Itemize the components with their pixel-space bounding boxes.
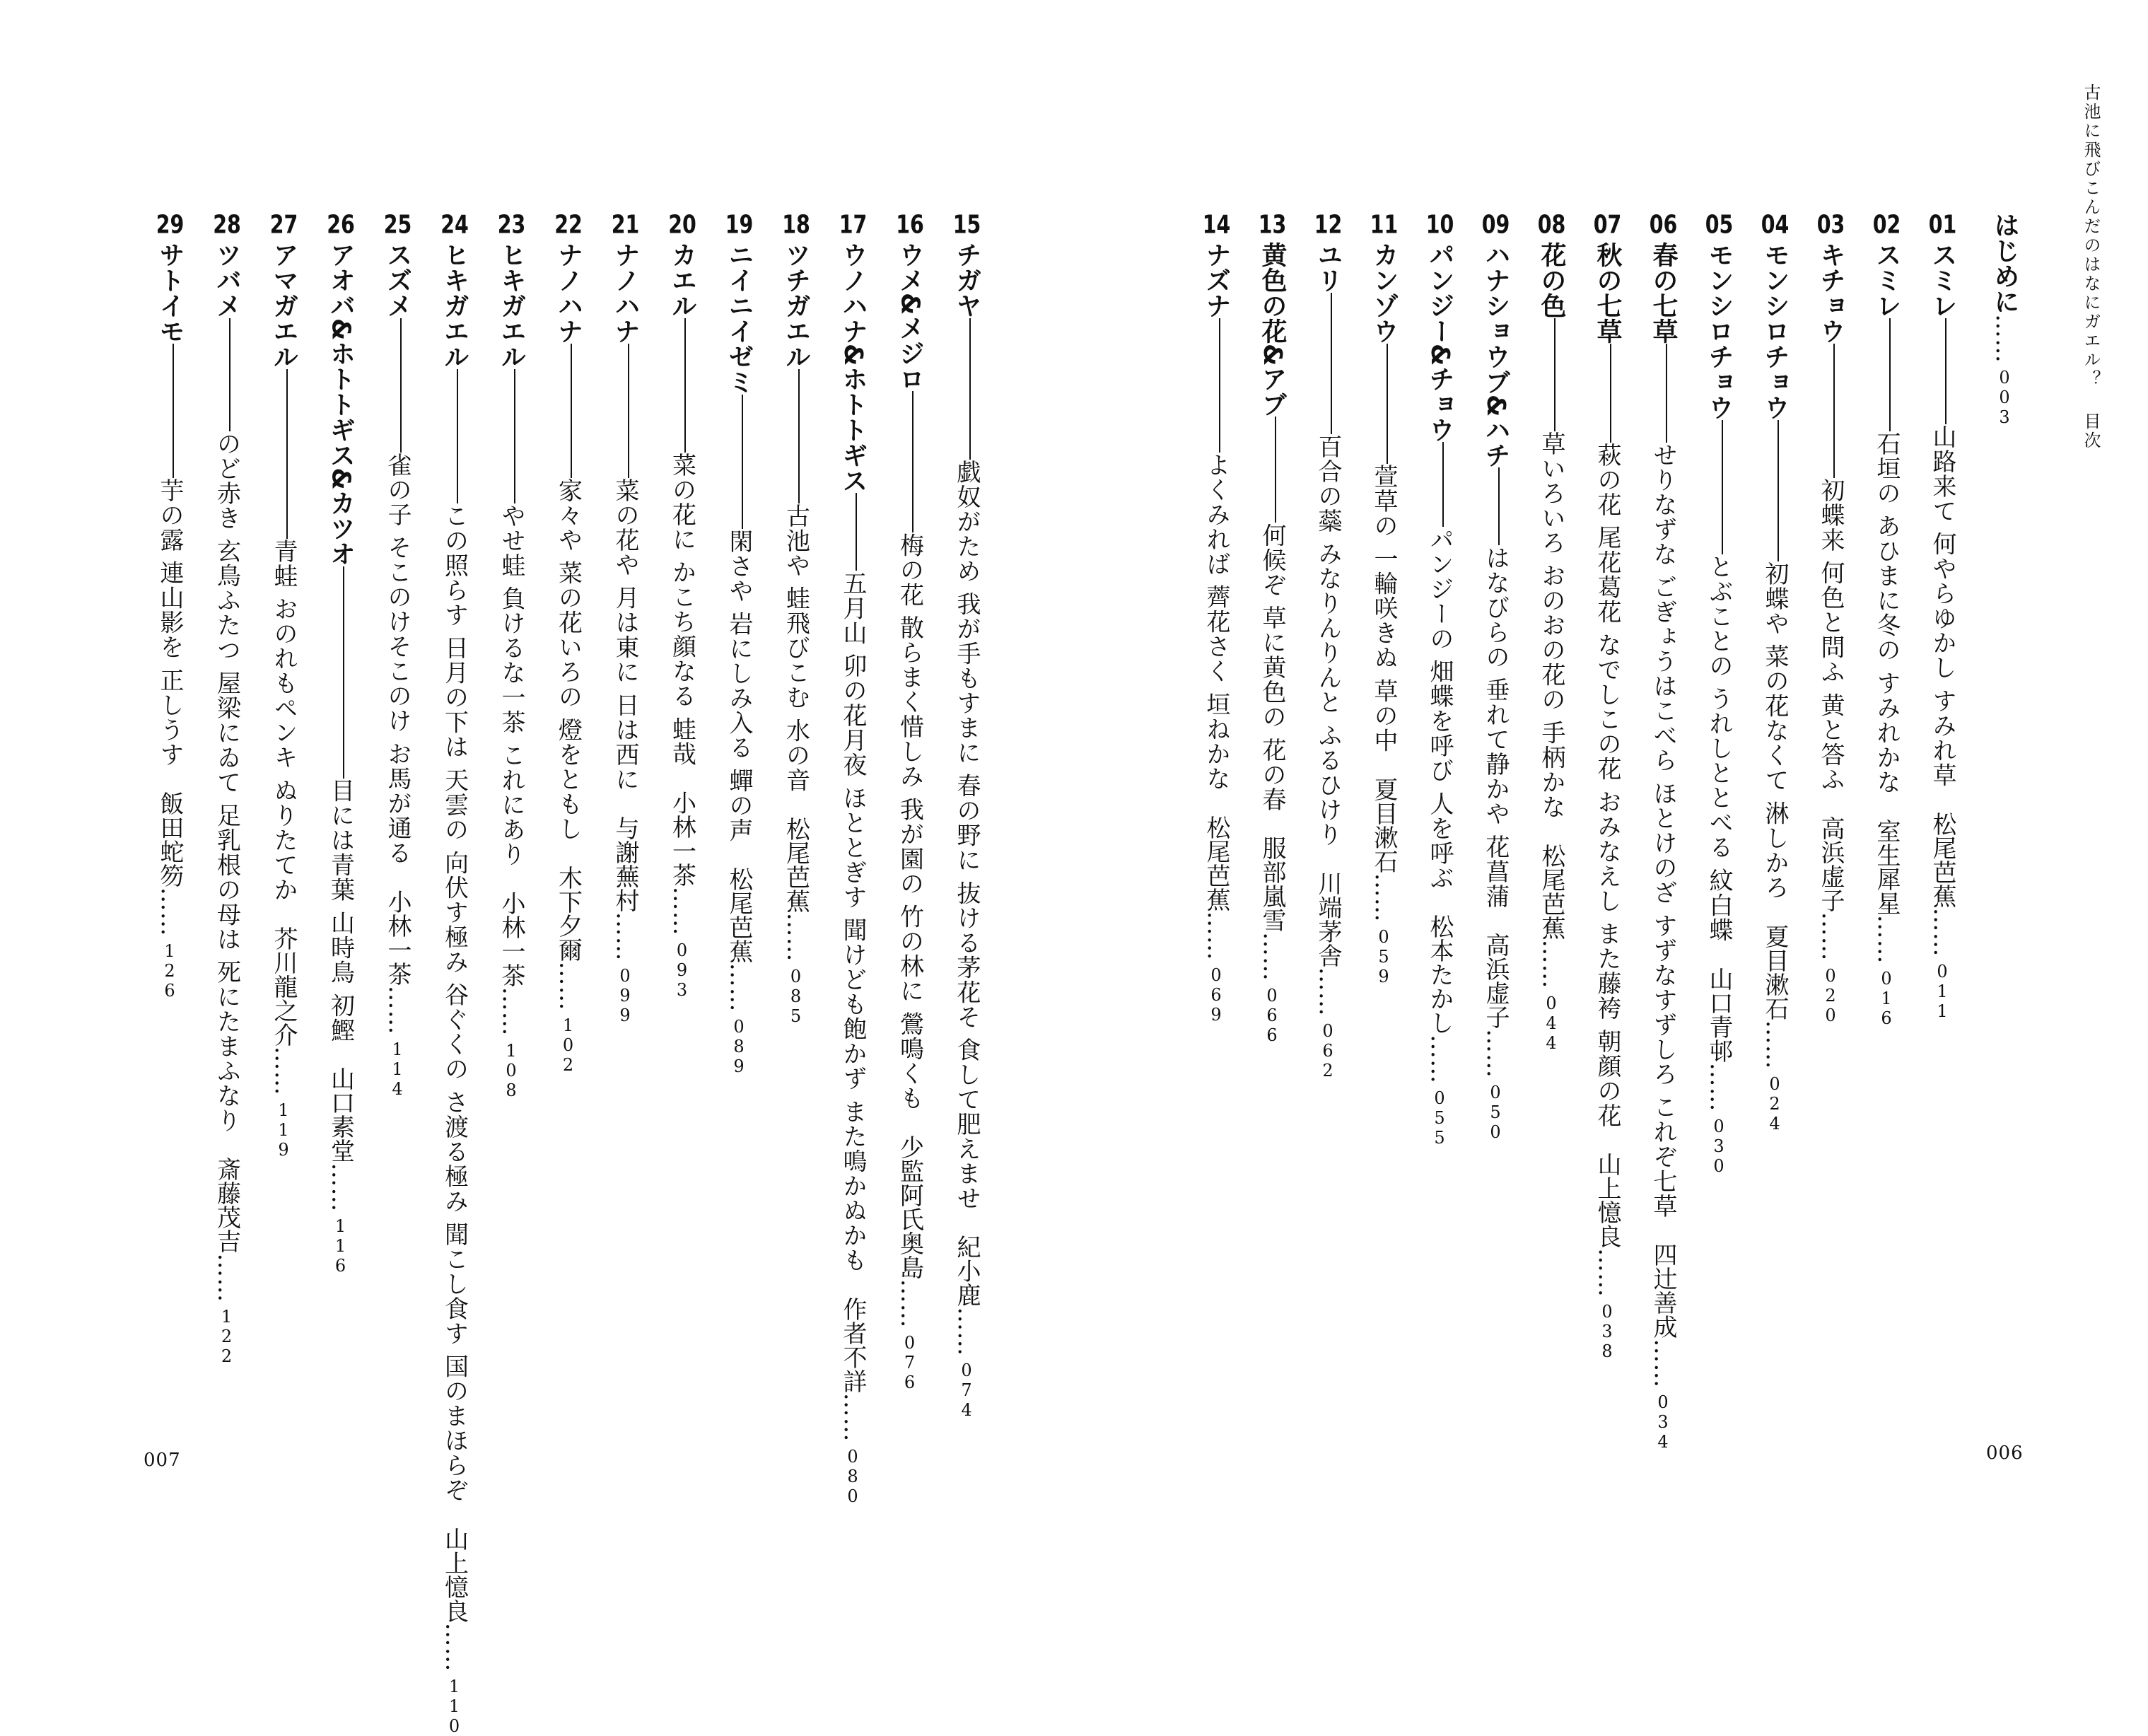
toc-entry-page: 085 [786, 966, 806, 1026]
leader-dots: …… [1816, 911, 1845, 962]
toc-entry-haiku: 芋の露 連山影を 正しうす [156, 478, 184, 767]
toc-entry-title: パンジー&チョウ [1425, 242, 1454, 443]
toc-entry-haiku: 菜の花に かこち顔なる 蛙哉 [667, 453, 696, 767]
toc-entry-haiku: 初蝶来 何色と問ふ 黄と答ふ [1816, 478, 1845, 792]
toc-entry-author: 作者不詳 [839, 1296, 867, 1393]
toc-entry-12[interactable] [1309, 212, 1347, 1080]
toc-entry-09[interactable] [1476, 212, 1514, 1142]
toc-entry-number: 10 [1425, 212, 1454, 238]
toc-entry-04[interactable] [1756, 212, 1794, 1134]
running-head [2082, 83, 2099, 450]
toc-entry-author: 夏目漱石 [1761, 924, 1789, 1020]
toc-entry-title: ハナショウブ&ハチ [1481, 242, 1510, 468]
toc-entry-haiku: 百合の蘂 みなりんりんと ふるひけり [1314, 434, 1342, 847]
toc-entry-08[interactable] [1532, 212, 1570, 1053]
toc-entry-page: 102 [558, 1015, 578, 1075]
leader-dots: …… [781, 912, 810, 962]
toc-entry-15[interactable] [947, 212, 986, 1420]
title-rule [1219, 318, 1220, 453]
toc-entry-page: 030 [1709, 1116, 1729, 1176]
leader-dots: …… [1872, 914, 1901, 965]
leader-dots: …… [952, 1307, 981, 1357]
leader-dots: …… [1258, 932, 1286, 982]
toc-entry-author: 小林一茶 [497, 890, 525, 987]
toc-entry-13[interactable] [1253, 212, 1291, 1045]
toc-entry-number: 04 [1761, 212, 1790, 238]
toc-entry-author: 山上憶良 [1593, 1152, 1621, 1249]
title-rule [286, 369, 288, 539]
leader-dots: …… [839, 1392, 867, 1443]
title-rule [400, 318, 402, 453]
title-rule [798, 369, 800, 503]
leader-dots: …… [667, 886, 696, 936]
toc-entry-author: 松本たかし [1425, 914, 1454, 1035]
toc-entry-title: ウメ&メジロ [895, 242, 925, 392]
toc-entry-haiku: はなびらの 垂れて静かや 花菖蒲 [1481, 545, 1510, 909]
toc-entry-author: 山口青邨 [1705, 966, 1733, 1063]
page-folio-right: 006 [1986, 1443, 2024, 1464]
toc-entry-haiku: 梅の花 散らまく惜しみ 我が園の 竹の林に 鶯鳴くも [895, 532, 924, 1111]
toc-entry-03[interactable] [1811, 212, 1850, 1025]
toc-entry-number: 01 [1928, 212, 1957, 238]
title-rule [1666, 344, 1667, 443]
toc-entry-haiku: 萱草の 一輪咲きぬ 草の中 [1370, 464, 1398, 753]
leader-dots: …… [1649, 1339, 1677, 1389]
toc-entry-27[interactable] [264, 212, 303, 1160]
toc-entry-haiku: 目には青葉 山時鳥 初鰹 [326, 778, 355, 1043]
toc-entry-haiku: 閑さや 岩にしみ入る 蟬の声 [725, 529, 753, 843]
toc-entry-number: 18 [782, 212, 810, 238]
toc-entry-page: 016 [1876, 968, 1896, 1028]
title-rule [684, 318, 686, 453]
toc-entry-title: ヒキガエル [440, 242, 469, 369]
toc-entry-number: 21 [611, 212, 640, 238]
toc-entry-number: 05 [1705, 212, 1734, 238]
toc-entry-page: 108 [501, 1040, 521, 1100]
title-rule [1554, 318, 1555, 431]
title-rule [742, 395, 743, 529]
leader-dots: …… [326, 1163, 355, 1213]
title-rule [457, 369, 458, 503]
toc-entry-26[interactable] [322, 212, 360, 1276]
toc-entry-author: 紀小鹿 [952, 1235, 981, 1307]
toc-entry-number: 09 [1481, 212, 1510, 238]
leader-dots: …… [554, 961, 583, 1011]
toc-entry-11[interactable] [1365, 212, 1403, 986]
toc-entry-title: ヒキガエル [497, 242, 526, 369]
toc-entry-title: モンシロチョウ [1705, 242, 1734, 420]
leader-dots: …… [1593, 1248, 1621, 1298]
toc-entry-number: 26 [327, 212, 355, 238]
toc-entry-number: 03 [1816, 212, 1845, 238]
toc-entry-title: カエル [667, 242, 697, 318]
title-rule [1275, 416, 1276, 523]
toc-entry-22[interactable] [549, 212, 588, 1075]
toc-entry-author: 川端茅舎 [1314, 870, 1342, 967]
toc-entry-number: 29 [156, 212, 185, 238]
title-rule [1331, 293, 1332, 434]
toc-entry-page: 062 [1318, 1020, 1338, 1080]
toc-entry-number: 12 [1314, 212, 1343, 238]
leader-dots: …… [1705, 1062, 1733, 1112]
toc-entry-title: チガヤ [952, 242, 981, 318]
toc-entry-author: 小林一茶 [667, 790, 696, 887]
toc-entry-author: 松尾芭蕉 [1202, 815, 1230, 911]
title-rule [1498, 467, 1500, 545]
leader-dots: …… [611, 911, 639, 962]
toc-entry-number: 19 [725, 212, 754, 238]
toc-entry-haiku: 家々や 菜の花いろの 燈をともし [554, 478, 583, 841]
toc-entry-page: 055 [1430, 1088, 1449, 1148]
toc-entry-page: 024 [1765, 1073, 1785, 1134]
toc-entry-number: 13 [1258, 212, 1287, 238]
toc-entry-title: スミレ [1872, 242, 1901, 318]
toc-entry-author: 松尾芭蕉 [725, 866, 753, 963]
title-rule [856, 493, 857, 571]
toc-entry-author: 服部嵐雪 [1258, 836, 1286, 933]
leader-dots: …… [1370, 873, 1398, 923]
toc-entry-haiku: 雀の子 そこのけそこのけ お馬が通る [383, 453, 411, 866]
toc-entry-page: 074 [957, 1361, 976, 1421]
toc-entry-title: ユリ [1314, 242, 1343, 293]
toc-entry-haiku: 古池や 蛙飛びこむ 水の音 [781, 503, 810, 793]
toc-entry-author: 室生犀星 [1872, 818, 1901, 915]
toc-entry-author: 松尾芭蕉 [781, 816, 810, 913]
toc-entry-title: はじめに [1990, 212, 2019, 314]
leader-dots: …… [212, 1253, 241, 1303]
toc-entry-page: 020 [1821, 965, 1840, 1025]
toc-entry-haiku: 萩の花 尾花葛花 なでしこの花 おみなえし また藤袴 朝顔の花 [1593, 443, 1621, 1129]
leader-dots: …… [1481, 1029, 1510, 1079]
toc-entry-number: 24 [440, 212, 469, 238]
toc-entry-title: 秋の七草 [1593, 242, 1622, 344]
toc-entry-author: 夏目漱石 [1370, 776, 1398, 873]
toc-entry-page: 069 [1206, 965, 1226, 1025]
toc-entry-24[interactable] [436, 212, 474, 1736]
title-rule [628, 344, 629, 478]
toc-entry-25[interactable] [378, 212, 416, 1099]
toc-entry-haiku: 五月山 卯の花月夜 ほととぎす 聞けども飽かず また鳴かぬかも [839, 571, 867, 1273]
leader-dots: …… [725, 962, 753, 1013]
toc-entry-page: 122 [216, 1307, 237, 1367]
title-rule [173, 344, 174, 478]
toc-entry-author: 高浜虚子 [1816, 815, 1845, 912]
toc-entry-title: スミレ [1928, 242, 1957, 318]
toc-entry-number: 11 [1370, 212, 1399, 238]
toc-entry-page: 011 [1932, 961, 1952, 1021]
leader-dots: …… [1928, 907, 1956, 957]
toc-label: 目次 [2081, 412, 2101, 450]
toc-entry-title: ツチガエル [781, 242, 811, 369]
toc-entry-number: 15 [952, 212, 981, 238]
toc-entry-page: 099 [615, 965, 635, 1025]
title-rule [1387, 344, 1388, 464]
book-title: 古池に飛びこんだのはなにガエル？ [2081, 83, 2101, 389]
title-rule [229, 318, 230, 431]
toc-entry-number: 07 [1593, 212, 1622, 238]
toc-entry-title: アオバ&ホトトギス&カツオ [326, 242, 356, 566]
leader-dots: …… [497, 986, 525, 1037]
toc-entry-number: 23 [497, 212, 526, 238]
toc-entry-haiku: のど赤き 玄鳥ふたつ 屋梁にゐて 足乳根の母は 死にたまふなり [212, 431, 241, 1134]
toc-entry-number: 22 [554, 212, 583, 238]
leader-dots: …… [1537, 939, 1565, 989]
toc-entry-author: 山口素堂 [326, 1066, 355, 1163]
toc-entry-haiku: この照らす 日月の下は 天雲の 向伏す極み 谷ぐくの さ渡る極み 聞こし食す 国のまほらぞ [440, 503, 469, 1503]
title-rule [514, 369, 515, 503]
toc-entry-title: アマガエル [269, 242, 298, 369]
toc-entry-number: 02 [1872, 212, 1901, 238]
toc-entry-page: 080 [843, 1446, 863, 1506]
toc-entry-haiku: 青蛙 おのれもペンキ ぬりたてか [269, 539, 298, 902]
toc-entry-02[interactable] [1867, 212, 1905, 1028]
toc-entry-number: 08 [1537, 212, 1566, 238]
toc-entry-29[interactable] [151, 212, 189, 1001]
toc-entry-haiku: 山路来て 何やらゆかし すみれ草 [1928, 424, 1956, 788]
leader-dots: …… [1202, 911, 1230, 961]
title-rule [343, 566, 344, 779]
toc-entry-title: モンシロチョウ [1761, 242, 1790, 420]
toc-entry-number: 06 [1649, 212, 1678, 238]
toc-entry-page: 089 [729, 1016, 749, 1076]
toc-entry-number: 14 [1202, 212, 1231, 238]
toc-entry-haiku: 草いろいろ おのおの花の 手柄かな [1537, 431, 1565, 820]
title-rule [1833, 344, 1835, 478]
toc-entry-page: 116 [330, 1216, 351, 1276]
toc-entry-page: 038 [1597, 1302, 1617, 1362]
toc-entry-01[interactable] [1923, 212, 1961, 1021]
toc-entry-author: 高浜虚子 [1481, 933, 1510, 1030]
toc-entry-16[interactable] [891, 212, 929, 1392]
toc-entry-number: 25 [383, 212, 412, 238]
toc-entry-page: 003 [1995, 368, 2014, 427]
title-rule [1945, 318, 1946, 424]
toc-entry-author: 斎藤茂吉 [212, 1157, 241, 1254]
toc-entry-title: ナノハナ [611, 242, 640, 344]
toc-entry-17[interactable] [834, 212, 872, 1506]
leader-dots: …… [440, 1622, 469, 1672]
toc-entry-page: 110 [444, 1676, 465, 1736]
toc-entry-haiku: 何候ぞ 草に黄色の 花の春 [1258, 523, 1286, 812]
toc-entry-title: 春の七草 [1649, 242, 1678, 344]
toc-entry-number: 28 [213, 212, 241, 238]
toc-entry-19[interactable] [720, 212, 758, 1076]
toc-entry-page: 034 [1653, 1392, 1673, 1452]
toc-entry-title: 花の色 [1537, 242, 1566, 318]
toc-entry-page: 119 [274, 1100, 293, 1160]
toc-entry-title: カンゾウ [1370, 242, 1399, 344]
title-rule [1610, 344, 1611, 443]
toc-entry-author: 四辻善成 [1649, 1242, 1677, 1339]
toc-entry-title: ウノハナ&ホトトギス [839, 242, 868, 494]
toc-entry-10[interactable] [1420, 212, 1459, 1148]
toc-entry-page: 076 [899, 1332, 920, 1392]
toc-entry-haiku: 戯奴がため 我が手もすまに 春の野に 抜ける茅花そ 食して肥えませ [952, 460, 981, 1211]
toc-entry-haiku: 初蝶や 菜の花なくて 淋しかろ [1761, 561, 1789, 900]
toc-entry-number: 17 [839, 212, 868, 238]
title-rule [571, 344, 572, 478]
toc-entry-07[interactable] [1588, 212, 1626, 1361]
toc-entry-28[interactable] [208, 212, 246, 1366]
title-rule [912, 391, 914, 532]
toc-entry-06[interactable] [1644, 212, 1682, 1452]
title-rule [1442, 442, 1444, 527]
toc-entry-05[interactable] [1700, 212, 1738, 1176]
leader-dots: …… [1761, 1020, 1789, 1070]
toc-entry-number: 27 [269, 212, 298, 238]
toc-entry-title: サトイモ [156, 242, 185, 344]
toc-entry-author: 与謝蕪村 [611, 815, 639, 912]
toc-entry-18[interactable] [777, 212, 815, 1026]
toc-entry-haiku: 菜の花や 月は東に 日は西に [611, 478, 639, 792]
leader-dots: …… [1990, 314, 2019, 363]
toc-entry-title: ナノハナ [554, 242, 583, 344]
leader-dots: …… [156, 887, 184, 937]
toc-entry-page: 126 [160, 940, 180, 1001]
toc-entry-author: 飯田蛇笏 [156, 791, 184, 887]
toc-entry-page: 059 [1374, 926, 1394, 986]
toc-entry-title: ツバメ [212, 242, 242, 318]
toc-entry-page: 114 [387, 1039, 407, 1099]
toc-entry-20[interactable] [663, 212, 701, 1000]
title-rule [1889, 318, 1891, 431]
toc-entry-author: 芥川龍之介 [269, 926, 298, 1047]
toc-entry-title: ニイニイゼミ [725, 242, 754, 395]
toc-entry-number: 20 [668, 212, 696, 238]
toc-entry-author: 山上憶良 [440, 1526, 469, 1623]
toc-entry-title: キチョウ [1816, 242, 1845, 344]
toc-entry-page: 044 [1541, 993, 1561, 1053]
toc-entry-haiku: とぶことの うれしととべる 紋白蝶 [1705, 554, 1733, 943]
toc-entry-title: スズメ [383, 242, 412, 318]
toc-entry-author: 木下夕爾 [554, 865, 583, 962]
leader-dots: …… [269, 1046, 298, 1096]
page-folio-left: 007 [144, 1450, 181, 1471]
toc-entry-number: 16 [896, 212, 924, 238]
toc-entry-haiku: よくみれば 薺花さく 垣ねかな [1202, 453, 1230, 791]
leader-dots: …… [383, 985, 411, 1035]
leader-dots: …… [1425, 1035, 1454, 1085]
toc-entry-21[interactable] [606, 212, 644, 1025]
toc-entry-author: 松尾芭蕉 [1537, 843, 1565, 940]
toc-entry-page: 050 [1485, 1083, 1505, 1143]
toc-entry-title: ナズナ [1202, 242, 1231, 318]
toc-entry-haiku: やせ蛙 負けるな一茶 これにあり [497, 503, 525, 867]
toc-entry-page: 093 [672, 940, 692, 1000]
toc-entry-23[interactable] [492, 212, 530, 1100]
toc-entry-page: 066 [1262, 986, 1282, 1046]
toc-entry-author: 少監阿氏奥島 [895, 1134, 924, 1279]
leader-dots: …… [895, 1278, 924, 1329]
toc-entry-haiku: 石垣の あひまに冬の すみれかな [1872, 431, 1901, 795]
toc-entry-intro[interactable] [1985, 212, 2024, 427]
toc-entry-14[interactable] [1197, 212, 1235, 1025]
title-rule [1722, 420, 1723, 554]
title-rule [1778, 420, 1779, 561]
title-rule [969, 318, 971, 460]
toc-entry-haiku: せりなずな ごぎょうはこべら ほとけのざ すずなすずしろ これぞ七草 [1649, 443, 1677, 1219]
toc-entry-haiku: パンジーの 畑蝶を呼び 人を呼ぶ [1425, 527, 1454, 891]
toc-entry-author: 松尾芭蕉 [1928, 811, 1956, 908]
toc-entry-author: 小林一茶 [383, 889, 411, 986]
toc-entry-title: 黄色の花&アブ [1258, 242, 1287, 417]
leader-dots: …… [1314, 967, 1342, 1017]
